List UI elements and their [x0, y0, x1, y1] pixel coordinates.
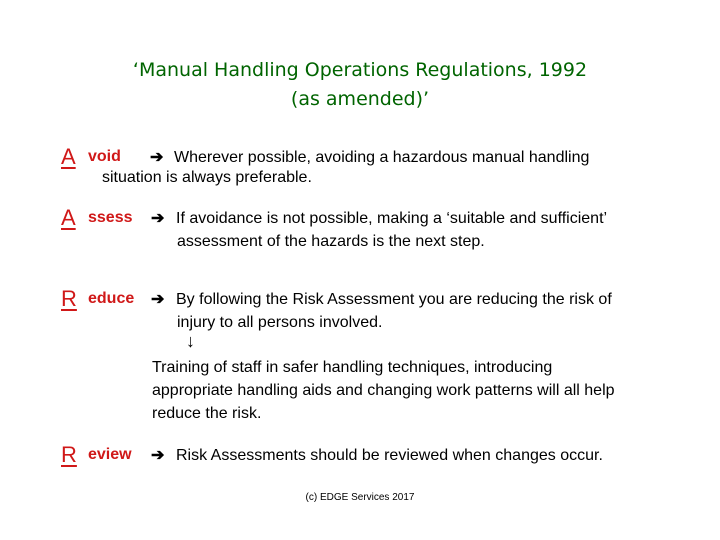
step-review-letter: R — [61, 442, 77, 467]
page-title — [0, 56, 720, 114]
step-reduce-text-1: By following the Risk Assessment you are reducing the risk of — [176, 291, 612, 308]
step-reduce-letter: R — [61, 286, 77, 311]
copyright-footer: (c) EDGE Services 2017 — [305, 492, 415, 503]
step-review-text-1: Risk Assessments should be reviewed when changes occur. — [176, 447, 603, 464]
step-reduce-extra-2: appropriate handling aids and changing work patterns will all help — [152, 382, 615, 399]
step-review-word: eview — [88, 446, 132, 463]
step-assess-letter: A — [61, 205, 76, 230]
step-avoid-word: void — [88, 148, 121, 165]
step-reduce-word: educe — [88, 290, 135, 307]
right-arrow-icon: ➔ — [151, 291, 165, 308]
step-assess-text-1: If avoidance is not possible, making a ‘suitable and sufficient’ — [176, 210, 608, 227]
step-reduce-extra-1: Training of staff in safer handling techniques, introducing — [152, 359, 553, 376]
step-assess-word: ssess — [88, 209, 133, 226]
title-line-1: ‘Manual Handling Operations Regulations, 1992 — [132, 59, 588, 81]
step-avoid-text-2: situation is always preferable. — [102, 169, 312, 186]
right-arrow-icon: ➔ — [150, 149, 164, 166]
step-avoid-text-1: Wherever possible, avoiding a hazardous manual handling — [174, 149, 590, 166]
right-arrow-icon: ➔ — [151, 447, 165, 464]
step-reduce-text-2: injury to all persons involved. — [177, 314, 383, 331]
right-arrow-icon: ➔ — [151, 210, 165, 227]
step-reduce-extra-3: reduce the risk. — [152, 405, 262, 422]
step-assess-text-2: assessment of the hazards is the next step. — [177, 233, 485, 250]
step-avoid-letter: A — [61, 144, 76, 169]
title-line-2: (as amended)’ — [290, 88, 430, 110]
down-arrow-icon: ↓ — [186, 331, 195, 351]
